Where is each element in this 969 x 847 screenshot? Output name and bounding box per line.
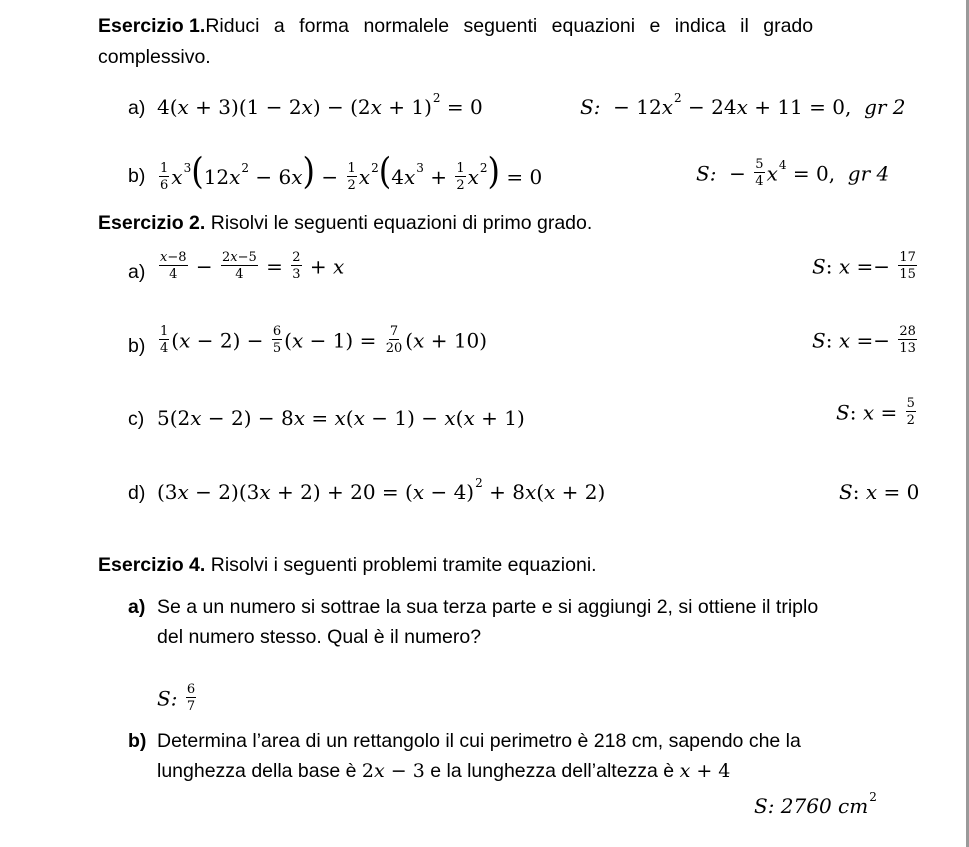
ex2-b-equation: $\frac{1}{4}$ (x − 2) − $\frac{6}{5}$ (x − 1) = $\frac{7}{20}$ (x + 10) [160, 324, 488, 356]
ex4-b-line-2-a: lunghezza della base è [157, 760, 362, 782]
exercise-2-text: Risolvi le seguenti equazioni di primo grado. [205, 212, 593, 234]
ex2-d-solution: S: x = 0 [839, 480, 920, 504]
exercise-2-title: Esercizio 2. [98, 212, 206, 234]
ex1-a-solution: S: − $12x^2 - 24x + 11 = 0$, gr 2 [580, 91, 906, 119]
ex1-b-equation: $\frac{1}{6}$ $x^3(12x^2 - 6x)$ − $\frac{1}{2}$ $x^2(4x^3$ + $\frac{1}{2}$ $x^2) = 0$ [160, 149, 543, 193]
ex4-a-label: a) [128, 596, 146, 618]
ex2-a-equation: $\frac{x-8}{4}$ − $\frac{2x-5}{4}$ = $\frac{2}{3}$ + x [160, 250, 345, 282]
ex2-a-label: a) [128, 261, 146, 283]
ex2-d-equation: $(3x - 2)(3x + 2) + 20 = (x - 4)^2 + 8x(x + 2)$ [157, 476, 606, 504]
ex1-b-label: b) [128, 165, 146, 187]
exercise-1-line-1 [98, 17, 813, 37]
ex1-a-grade: gr 2 [864, 95, 906, 119]
ex4-b-base-expr: 2x − 3 [361, 760, 425, 782]
ex4-b-solution-exp: 2 [869, 790, 877, 804]
exercise-4-text: Risolvi i seguenti problemi tramite equazioni. [205, 554, 597, 576]
ex4-b-solution [754, 790, 877, 818]
ex2-b-label: b) [128, 335, 146, 357]
ex4-b-line-2 [157, 762, 730, 782]
exercise-1-text: Riduci a forma normalele seguenti equazioni e indica il grado [205, 15, 814, 37]
ex1-a-equation: $4(x + 3)(1 - 2x) - (2x + 1)^2 = 0$ [157, 91, 483, 119]
ex1-b-grade: gr 4 [847, 161, 890, 186]
ex1-b-solution-prefix: S: [696, 161, 717, 186]
ex4-a-solution [157, 682, 198, 715]
ex2-c-equation: 5(2x − 2) − 8x = x(x − 1) − x(x + 1) [157, 406, 525, 430]
exercise-4-line [98, 556, 597, 576]
ex4-a-solution-num: 6 [186, 682, 196, 697]
ex1-a-solution-prefix: S: [580, 95, 601, 119]
ex4-b-solution-text: S: 2760 cm [754, 794, 869, 818]
ex2-c-label: c) [128, 408, 145, 430]
ex4-a-line-2: del numero stesso. Qual è il numero? [157, 626, 482, 648]
ex2-b-solution: S: x =− $\frac{28}{13}$ [812, 324, 916, 356]
ex2-a-solution: S: x =− $\frac{17}{15}$ [812, 250, 916, 282]
exercise-4-title: Esercizio 4. [98, 554, 206, 576]
exercise-1-title: Esercizio 1. [98, 15, 206, 37]
ex4-b-label: b) [128, 730, 147, 752]
exercise-1-line-2: complessivo. [98, 46, 211, 68]
ex4-a-solution-den: 7 [186, 699, 196, 714]
ex2-d-label: d) [128, 482, 146, 504]
ex1-a-label: a) [128, 97, 146, 119]
exercise-2-line [98, 214, 592, 234]
ex1-b-solution: S: − $\frac{5}{4}$ $x^4 = 0$, gr 4 [696, 157, 890, 189]
ex4-a-line-1: Se a un numero si sottrae la sua terza parte e si aggiungi 2, si ottiene il triplo [157, 596, 819, 618]
ex4-a-solution-prefix: S: [157, 686, 178, 711]
ex2-c-solution: S: x = $\frac{5}{2}$ [836, 396, 915, 428]
ex4-b-height-expr: x + 4 [679, 760, 731, 782]
ex4-b-line-2-b: e la lunghezza dell’altezza è [424, 760, 680, 782]
ex4-b-line-1: Determina l’area di un rettangolo il cui perimetro è 218 cm, sapendo che la [157, 730, 801, 752]
